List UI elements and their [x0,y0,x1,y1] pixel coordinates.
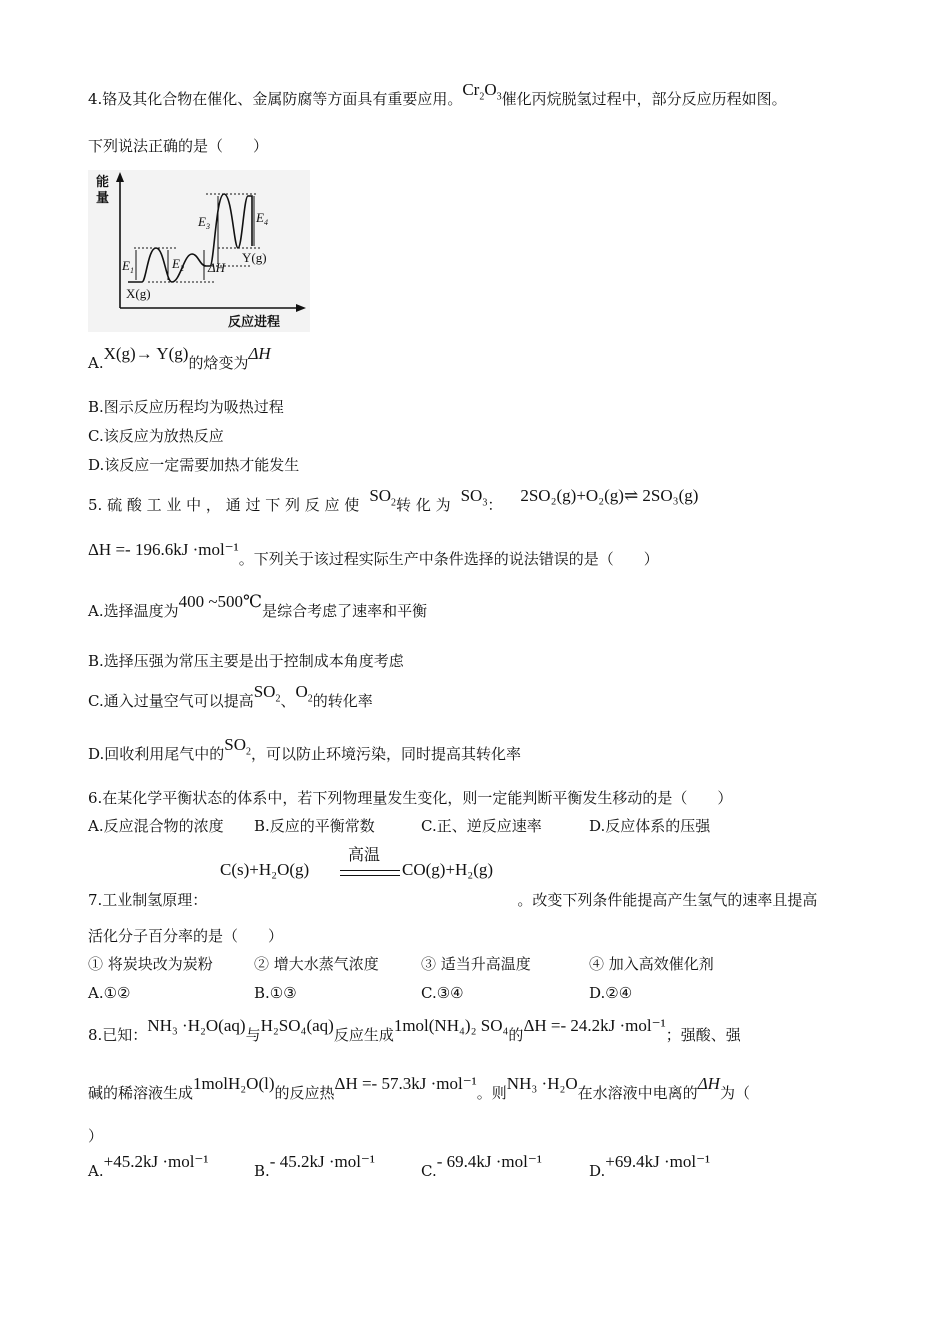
q5-enthalpy: ΔH =- 196.6kJ ·mol⁻¹ [88,540,239,559]
q5-option-d-text-a: D.回收利用尾气中的 [88,745,225,763]
q7-equation-left: C(s)+H₂O(g) [220,860,310,879]
q8-option-b-value: - 45.2kJ ·mol⁻¹ [269,1152,376,1171]
q4-stem-text-a: 4.铬及其化合物在催化、金属防腐等方面具有重要应用。 [88,90,463,108]
q4-stem-line2: 下列说法正确的是（ ） [88,137,269,155]
q5-stem-text-b: 。下列关于该过程实际生产中条件选择的说法错误的是（ ） [238,550,659,568]
q5-option-c-o2-sub: 2 [307,693,313,705]
q8-option-c-value: - 69.4kJ ·mol⁻¹ [436,1152,542,1171]
q5-option-c-text-b: 的转化率 [312,692,373,710]
q8-option-b [254,1152,376,1182]
q4-option-d: D.该反应一定需要加热才能发生 [88,456,300,474]
q8-enthalpy-2: ΔH =- 57.3kJ ·mol⁻¹ [334,1074,477,1093]
q8-option-d-prefix: D. [589,1162,606,1180]
q5-option-b: B.选择压强为常压主要是出于控制成本角度考虑 [88,652,404,670]
q5-option-a-math: 400 ~500℃ [178,592,263,611]
q4-formula-o: O [484,80,497,99]
q7-option-d: D.②④ [589,984,633,1002]
q7-equation-condition: 高温 [348,845,381,864]
q5-so3-sub: 3 [482,497,488,509]
q6-option-a: A.反应混合物的浓度 [88,817,224,835]
q5-option-d-so2-base: SO [224,735,246,754]
q8-ammonium-sulfate: 1mol(NH₄)₂ SO₄ [393,1016,509,1035]
q5-option-a-text-b: 是综合考虑了速率和平衡 [262,602,428,620]
q5-option-c [88,682,373,719]
q7-item-3: ③ 适当升高温度 [421,955,531,973]
q8-option-d [589,1152,711,1182]
q5-stem-line2 [88,540,659,570]
q7-item-4: ④ 加入高效催化剂 [589,955,714,973]
q4-formula-sub1: 2 [479,91,485,103]
x-axis-arrow [296,304,306,312]
q5-option-a [88,592,428,622]
q8-stem-line2 [88,1074,750,1104]
q5-so3-base: SO [460,486,483,505]
q5-option-c-o2 [295,682,313,705]
q6-stem: 6.在某化学平衡状态的体系中，若下列物理量发生变化，则一定能判断平衡发生移动的是（ ） [88,789,733,807]
label-e2: $E_2$ [172,256,184,273]
q6-option-b: B.反应的平衡常数 [254,817,375,835]
q8-text-6: 。则 [476,1084,507,1102]
q8-h2so4-aq: H₂SO₄(aq) [260,1016,334,1035]
q5-colon: ： [487,496,503,514]
q8-text-2: 反应生成 [333,1026,394,1044]
q7-item-1: ① 将炭块改为炭粉 [88,955,213,973]
q5-stem-line1 [88,486,699,523]
q8-option-c [421,1152,542,1182]
q5-option-c-so2 [253,682,281,705]
q7-stem-text-a: 7.工业制氢原理： [88,891,208,909]
q5-option-c-text-a: C.通入过量空气可以提高 [88,692,254,710]
q7-option-a: A.①② [88,984,131,1002]
q7-stem-line1 [88,889,817,911]
q5-stem-mid: 转 化 为 [396,496,451,514]
q6-option-d: D.反应体系的压强 [589,817,711,835]
q4-option-a-text: 的焓变为 [188,354,249,372]
q4-option-c: C.该反应为放热反应 [88,427,224,445]
label-e4: $E_4$ [256,210,268,227]
q8-nh3h2o-aq: NH₃ ·H₂O(aq) [147,1016,246,1035]
q5-so3 [460,486,488,509]
q4-option-a-math: X(g)→ Y(g) [103,344,189,363]
q5-option-c-so2-sub: 2 [275,693,281,705]
q4-option-b: B.图示反应历程均为吸热过程 [88,398,284,416]
q7-equation-right: CO(g)+H₂(g) [402,860,494,879]
q5-option-d-so2 [224,735,251,758]
q8-stem-text-a: 8.已知： [88,1026,148,1044]
q8-option-a-value: +45.2kJ ·mol⁻¹ [103,1152,209,1171]
q8-text-8: 为（ [719,1084,750,1102]
label-dh: ΔH [208,260,226,275]
q8-option-b-prefix: B. [254,1162,270,1180]
q5-option-c-sep: 、 [280,692,296,710]
q4-stem-line1 [88,80,787,117]
q8-stem-line1 [88,1016,741,1046]
y-axis-arrow [116,172,124,182]
q4-option-a-dh: ΔH [248,344,271,363]
q4-option-a [88,344,271,374]
q5-option-d-text-b: ，可以防止环境污染，同时提高其转化率 [251,745,522,763]
q4-formula-sub2: 3 [496,91,502,103]
q8-option-d-value: +69.4kJ ·mol⁻¹ [605,1152,711,1171]
q4-option-a-prefix: A. [88,354,104,372]
q5-so2-base: SO [369,486,392,505]
q5-option-c-o2-base: O [295,682,308,701]
q6-option-c: C.正、逆反应速率 [421,817,542,835]
q8-text-7: 在水溶液中电离的 [577,1084,698,1102]
q7-stem-text-b: 。改变下列条件能提高产生氢气的速率且提高 [517,891,818,909]
q8-text-3: 的 [508,1026,524,1044]
q7-equation-double-line [340,870,400,876]
q5-option-d-so2-sub: 2 [246,746,251,758]
q5-equation: 2SO₂(g)+O₂(g)⇌ 2SO₃(g) [520,486,699,505]
energy-curve [128,194,252,282]
q4-formula-cr: Cr [462,80,480,99]
q8-option-a-prefix: A. [88,1162,104,1180]
q5-so2 [369,486,397,509]
q4-formula [462,80,502,103]
q8-option-c-prefix: C. [421,1162,437,1180]
q7-option-b: B.①③ [254,984,297,1002]
q5-stem-text-a: 5. 硫 酸 工 业 中 ， 通 过 下 列 反 应 使 [88,496,360,514]
q8-water: 1molH₂O(l) [193,1074,275,1093]
label-e3: $E_3$ [198,214,210,231]
q8-dh: ΔH [697,1074,720,1093]
q4-energy-diagram [88,170,310,332]
q5-option-a-text-a: A.选择温度为 [88,602,179,620]
q8-text-1: 与 [245,1026,261,1044]
label-e1: $E_1$ [122,258,134,275]
q7-stem-line2: 活化分子百分率的是（ ） [88,927,284,945]
q5-option-d [88,735,522,772]
energy-diagram-svg [88,170,310,332]
q5-so2-sub: 2 [391,497,397,509]
q8-nh3h2o: NH₃ ·H₂O [506,1074,578,1093]
q4-stem-text-b: 催化丙烷脱氢过程中，部分反应历程如图。 [501,90,787,108]
y-axis-label-bottom: 量 [96,191,110,206]
q8-option-a [88,1152,209,1182]
q5-option-c-so2-base: SO [253,682,276,701]
label-xg: X(g) [126,286,151,301]
q8-text-4: ；强酸、强 [665,1026,741,1044]
q7-item-2: ② 增大水蒸气浓度 [254,955,379,973]
q8-stem-line3: ） [88,1127,104,1145]
q8-enthalpy-1: ΔH =- 24.2kJ ·mol⁻¹ [523,1016,666,1035]
q7-option-c: C.③④ [421,984,464,1002]
q8-text-5: 的反应热 [274,1084,335,1102]
x-axis-label: 反应进程 [228,315,281,330]
label-yg: Y(g) [242,250,267,265]
q8-stem-text-b: 碱的稀溶液生成 [88,1084,194,1102]
y-axis-label-top: 能 [96,175,110,190]
